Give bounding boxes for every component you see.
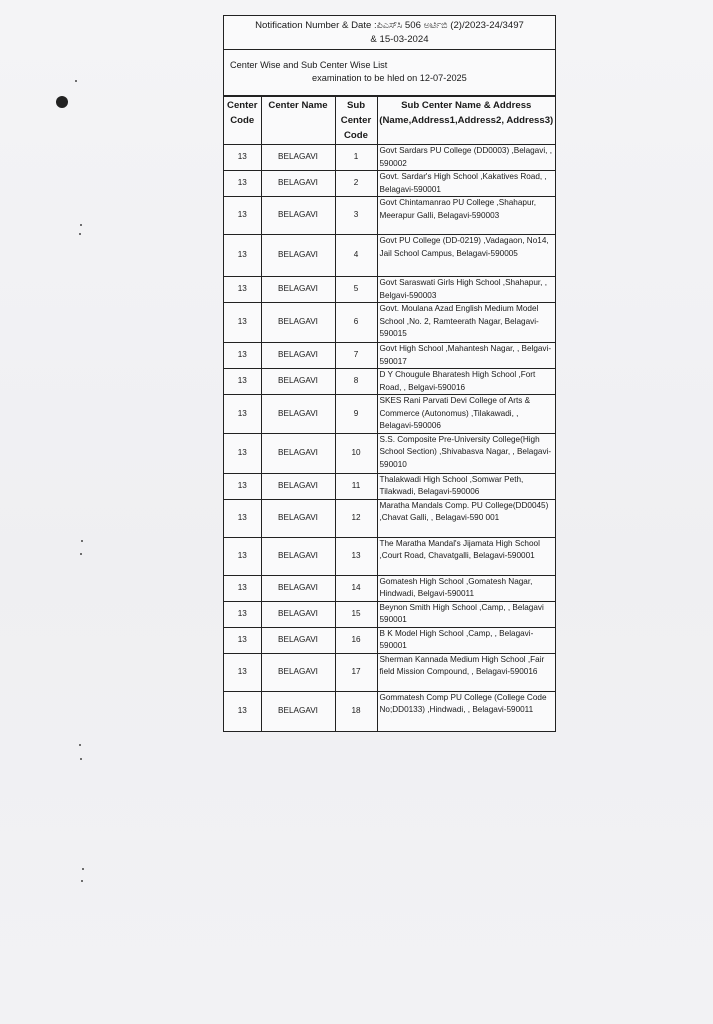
center-code-cell: 13 [224, 197, 261, 235]
center-name-cell: BELAGAVI [261, 303, 335, 343]
scan-speck [81, 880, 83, 882]
center-code-cell: 13 [224, 433, 261, 473]
center-code-cell: 13 [224, 145, 261, 171]
center-code-cell: 13 [224, 277, 261, 303]
center-code-cell: 13 [224, 171, 261, 197]
sub-center-address-cell: Maratha Mandals Comp. PU College(DD0045) ,Chavat Galli, , Belagavi-590 001 [377, 499, 555, 537]
table-row [224, 343, 555, 369]
center-name-cell: BELAGAVI [261, 653, 335, 691]
scan-speck [80, 758, 82, 760]
sub-center-code-cell: 11 [335, 473, 377, 499]
center-name-cell: BELAGAVI [261, 473, 335, 499]
table-row [224, 303, 555, 343]
sub-center-address-cell: SKES Rani Parvati Devi College of Arts & Commerce (Autonomus) ,Tilakawadi, , Belagavi-590006 [377, 395, 555, 434]
center-name-cell: BELAGAVI [261, 433, 335, 473]
center-code-cell: 13 [224, 537, 261, 575]
punch-hole [56, 96, 68, 108]
sub-center-code-cell: 17 [335, 653, 377, 691]
column-header-sub-center-code: Sub Center Code [335, 97, 377, 145]
center-code-cell: 13 [224, 343, 261, 369]
column-header-sub-center-address: Sub Center Name & Address (Name,Address1,Address2, Address3) [377, 97, 555, 145]
sub-center-code-cell: 2 [335, 171, 377, 197]
sub-center-address-cell: Sherman Kannada Medium High School ,Fair field Mission Compound, , Belagavi-590016 [377, 653, 555, 691]
center-code-cell: 13 [224, 473, 261, 499]
sub-center-code-cell: 3 [335, 197, 377, 235]
table-row [224, 433, 555, 473]
center-code-cell: 13 [224, 653, 261, 691]
center-name-cell: BELAGAVI [261, 145, 335, 171]
sub-center-code-cell: 5 [335, 277, 377, 303]
sub-center-code-cell: 8 [335, 369, 377, 395]
table-header-row [224, 97, 555, 145]
sub-center-code-cell: 14 [335, 575, 377, 601]
sub-center-address-cell: Govt Sardars PU College (DD0003) ,Belagavi, , 590002 [377, 145, 555, 171]
column-header-center-name: Center Name [261, 97, 335, 145]
table-row [224, 653, 555, 691]
center-code-cell: 13 [224, 235, 261, 277]
sub-center-code-cell: 6 [335, 303, 377, 343]
center-code-cell: 13 [224, 627, 261, 653]
center-code-cell: 13 [224, 303, 261, 343]
center-name-cell: BELAGAVI [261, 627, 335, 653]
scan-speck [80, 224, 82, 226]
list-title-line2: examination to be hled on 12-07-2025 [312, 73, 467, 83]
center-name-cell: BELAGAVI [261, 499, 335, 537]
sub-center-code-cell: 10 [335, 433, 377, 473]
center-name-cell: BELAGAVI [261, 575, 335, 601]
notification-date: & 15-03-2024 [370, 34, 429, 45]
sub-center-code-cell: 12 [335, 499, 377, 537]
center-code-cell: 13 [224, 601, 261, 627]
table-row [224, 473, 555, 499]
table-row [224, 145, 555, 171]
sub-center-code-cell: 9 [335, 395, 377, 434]
center-name-cell: BELAGAVI [261, 277, 335, 303]
sub-center-address-cell: The Maratha Mandal's Jijamata High School ,Court Road, Chavatgalli, Belagavi-590001 [377, 537, 555, 575]
sub-center-code-cell: 1 [335, 145, 377, 171]
table-row [224, 575, 555, 601]
scan-speck [79, 233, 81, 235]
sub-center-address-cell: Govt High School ,Mahantesh Nagar, , Belgavi-590017 [377, 343, 555, 369]
sub-center-address-cell: Govt Saraswati Girls High School ,Shahapur, , Belgavi-590003 [377, 277, 555, 303]
sub-center-code-cell: 18 [335, 691, 377, 731]
list-title-line1: Center Wise and Sub Center Wise List [230, 60, 388, 70]
center-code-cell: 13 [224, 575, 261, 601]
sub-center-address-cell: S.S. Composite Pre-University College(High School Section) ,Shivabasva Nagar, , Belagavi-590010 [377, 433, 555, 473]
sub-center-address-cell: Govt. Sardar's High School ,Kakatives Road, , Belagavi-590001 [377, 171, 555, 197]
notification-header [224, 16, 555, 50]
sub-center-code-cell: 4 [335, 235, 377, 277]
list-title [224, 50, 555, 96]
sub-center-address-cell: D Y Chougule Bharatesh High School ,Fort Road, , Belgavi-590016 [377, 369, 555, 395]
scan-speck [81, 540, 83, 542]
notification-number: Notification Number & Date :ಪಿಎಸ್‌ಸಿ 506 ಅರ್ಟಿಬಿ (2)/2023-24/3497 [255, 20, 524, 31]
sub-center-address-cell: Govt. Moulana Azad English Medium Model School ,No. 2, Ramteerath Nagar, Belagavi-590015 [377, 303, 555, 343]
scan-speck [75, 80, 77, 82]
sub-center-address-cell: Govt PU College (DD-0219) ,Vadagaon, No14, Jail School Campus, Belagavi-590005 [377, 235, 555, 277]
sub-center-address-cell: Thalakwadi High School ,Somwar Peth, Tilakwadi, Belagavi-590006 [377, 473, 555, 499]
sub-center-table [224, 96, 555, 731]
center-name-cell: BELAGAVI [261, 235, 335, 277]
table-row [224, 691, 555, 731]
center-name-cell: BELAGAVI [261, 171, 335, 197]
center-code-cell: 13 [224, 369, 261, 395]
table-row [224, 235, 555, 277]
sub-center-address-cell: Gommatesh Comp PU College (College Code No;DD0133) ,Hindwadi, , Belagavi-590011 [377, 691, 555, 731]
sub-center-address-cell: B K Model High School ,Camp, , Belagavi-590001 [377, 627, 555, 653]
scan-speck [80, 553, 82, 555]
table-row [224, 601, 555, 627]
table-row [224, 197, 555, 235]
sub-center-address-cell: Beynon Smith High School ,Camp, , Belagavi 590001 [377, 601, 555, 627]
center-name-cell: BELAGAVI [261, 395, 335, 434]
sub-center-code-cell: 16 [335, 627, 377, 653]
center-name-cell: BELAGAVI [261, 369, 335, 395]
scan-speck [82, 868, 84, 870]
sub-center-address-cell: Govt Chintamanrao PU College ,Shahapur, Meerapur Galli, Belagavi-590003 [377, 197, 555, 235]
center-name-cell: BELAGAVI [261, 343, 335, 369]
table-row [224, 171, 555, 197]
table-row [224, 395, 555, 434]
center-code-cell: 13 [224, 395, 261, 434]
sub-center-code-cell: 15 [335, 601, 377, 627]
sub-center-code-cell: 7 [335, 343, 377, 369]
center-code-cell: 13 [224, 499, 261, 537]
table-row [224, 627, 555, 653]
center-name-cell: BELAGAVI [261, 197, 335, 235]
center-name-cell: BELAGAVI [261, 691, 335, 731]
sub-center-code-cell: 13 [335, 537, 377, 575]
center-code-cell: 13 [224, 691, 261, 731]
scan-speck [79, 744, 81, 746]
table-row [224, 499, 555, 537]
table-row [224, 277, 555, 303]
notification-document [223, 15, 556, 732]
sub-center-address-cell: Gomatesh High School ,Gomatesh Nagar, Hindwadi, Belgavi-590011 [377, 575, 555, 601]
column-header-center-code: Center Code [224, 97, 261, 145]
center-name-cell: BELAGAVI [261, 601, 335, 627]
table-row [224, 537, 555, 575]
center-name-cell: BELAGAVI [261, 537, 335, 575]
table-row [224, 369, 555, 395]
